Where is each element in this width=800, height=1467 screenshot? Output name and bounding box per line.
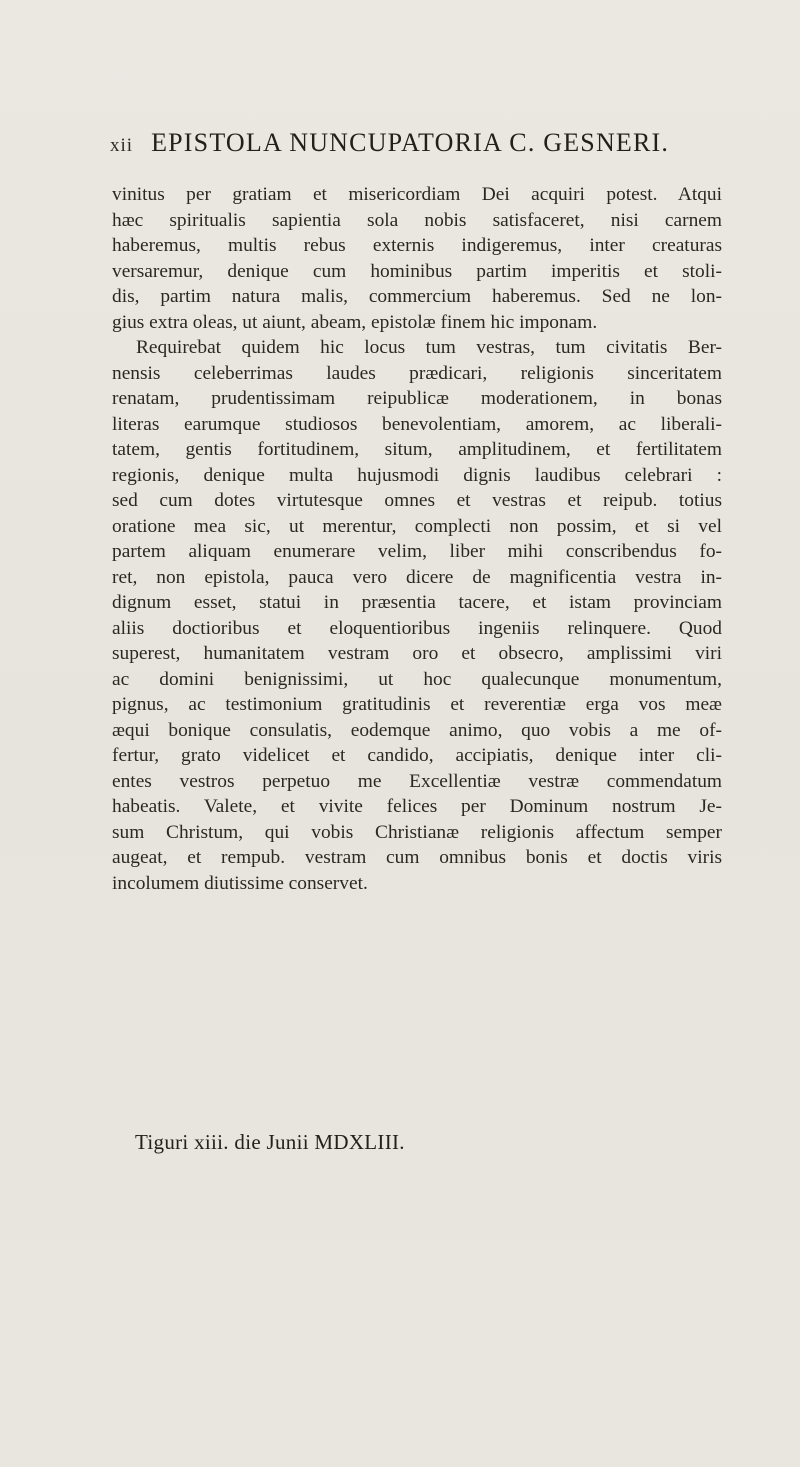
- running-title: EPISTOLA NUNCUPATORIA C. GESNERI.: [151, 128, 670, 157]
- text-line: haberemus, multis rebus externis indigeremus, inter creaturas: [112, 235, 722, 256]
- text-line: aliis doctioribus et eloquentioribus ingeniis relinquere. Quod: [112, 617, 722, 639]
- page-number: xii: [110, 135, 134, 156]
- text-line: tatem, gentis fortitudinem, situm, amplitudinem, et fertilitatem: [112, 439, 722, 460]
- text-line: fertur, grato videlicet et candido, accipiatis, denique inter cli-: [112, 745, 722, 766]
- text-line: superest, humanitatem vestram oro et obsecro, amplissimi viri: [112, 643, 722, 664]
- text-line: habeatis. Valete, et vivite felices per Dominum nostrum Je-: [112, 796, 722, 817]
- text-line: ret, non epistola, pauca vero dicere de magnificentia vestra in-: [112, 566, 722, 588]
- text-line: Requirebat quidem hic locus tum vestras, tum civitatis Ber-: [136, 337, 722, 358]
- text-line: oratione mea sic, ut merentur, complecti non possim, et si vel: [112, 515, 722, 537]
- text-line: nensis celeberrimas laudes prædicari, religionis sinceritatem: [112, 362, 722, 384]
- dateline: Tiguri xiii. die Junii MDXLIII.: [135, 1130, 405, 1154]
- text-line: entes vestros perpetuo me Excellentiæ vestræ commendatum: [112, 770, 722, 792]
- text-line: dignum esset, statui in præsentia tacere, et istam provinciam: [112, 592, 722, 613]
- text-line: gius extra oleas, ut aiunt, abeam, epistolæ finem hic imponam.: [112, 311, 598, 333]
- text-line: æqui bonique consulatis, eodemque animo, quo vobis a me of-: [112, 719, 722, 741]
- text-line: versaremur, denique cum hominibus partim imperitis et stoli-: [112, 260, 722, 282]
- text-line: hæc spiritualis sapientia sola nobis satisfaceret, nisi carnem: [112, 209, 722, 231]
- text-line: augeat, et rempub. vestram cum omnibus bonis et doctis viris: [112, 847, 722, 868]
- text-line: regionis, denique multa hujusmodi dignis laudibus celebrari :: [112, 464, 722, 486]
- text-line: incolumem diutissime conservet.: [112, 872, 368, 894]
- text-line: renatam, prudentissimam reipublicæ moderationem, in bonas: [112, 388, 722, 409]
- text-line: partem aliquam enumerare velim, liber mihi conscribendus fo-: [112, 541, 722, 562]
- text-line: ac domini benignissimi, ut hoc qualecunque monumentum,: [112, 668, 722, 690]
- text-line: sed cum dotes virtutesque omnes et vestras et reipub. totius: [112, 490, 722, 511]
- text-line: vinitus per gratiam et misericordiam Dei acquiri potest. Atqui: [112, 184, 722, 205]
- text-line: literas earumque studiosos benevolentiam, amorem, ac liberali-: [112, 413, 722, 435]
- letter-body: [112, 182, 722, 896]
- text-line: dis, partim natura malis, commercium haberemus. Sed ne lon-: [112, 286, 722, 307]
- text-line: sum Christum, qui vobis Christianæ religionis affectum semper: [112, 821, 722, 843]
- running-head: [110, 128, 750, 168]
- text-line: pignus, ac testimonium gratitudinis et reverentiæ erga vos meæ: [112, 694, 722, 715]
